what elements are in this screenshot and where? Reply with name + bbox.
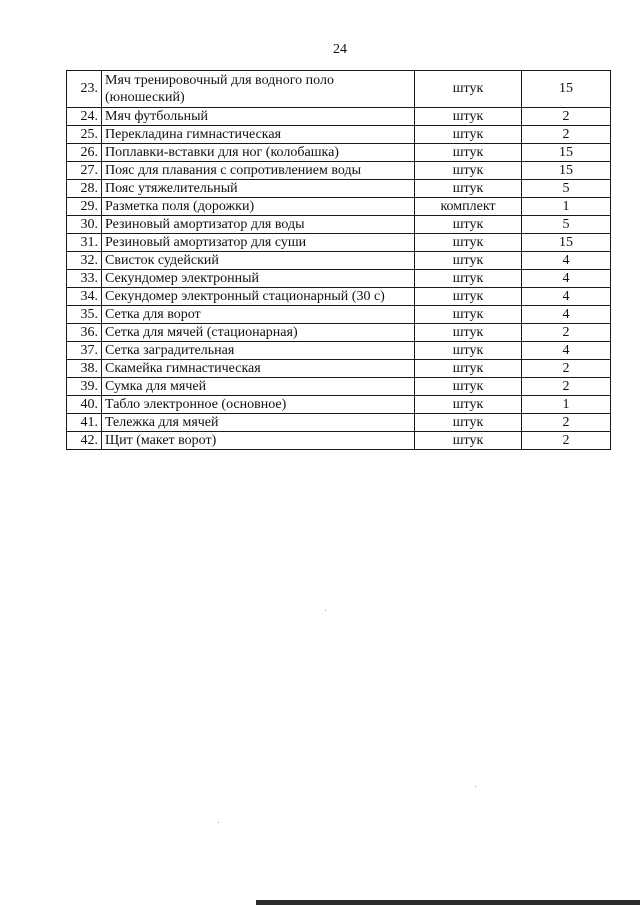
item-quantity: 4: [522, 342, 611, 360]
item-unit: штук: [415, 378, 522, 396]
table-row: [67, 342, 611, 360]
item-quantity: 4: [522, 306, 611, 324]
page-number: 24: [333, 42, 347, 57]
item-unit: штук: [415, 432, 522, 450]
row-number: 40.: [67, 396, 102, 414]
item-quantity: 5: [522, 180, 611, 198]
item-name: Пояс утяжелительный: [102, 180, 415, 198]
item-quantity: 2: [522, 378, 611, 396]
table-row: [67, 414, 611, 432]
equipment-table: [66, 70, 611, 450]
table-row: [67, 144, 611, 162]
row-number: 39.: [67, 378, 102, 396]
item-quantity: 1: [522, 396, 611, 414]
item-quantity: 15: [522, 234, 611, 252]
item-unit: штук: [415, 162, 522, 180]
item-quantity: 15: [522, 71, 611, 108]
item-name: Тележка для мячей: [102, 414, 415, 432]
item-unit: штук: [415, 414, 522, 432]
item-name: Пояс для плавания с сопротивлением воды: [102, 162, 415, 180]
row-number: 36.: [67, 324, 102, 342]
row-number: 42.: [67, 432, 102, 450]
row-number: 23.: [67, 71, 102, 108]
item-quantity: 4: [522, 270, 611, 288]
table-row: [67, 360, 611, 378]
item-name: Щит (макет ворот): [102, 432, 415, 450]
item-unit: штук: [415, 342, 522, 360]
row-number: 37.: [67, 342, 102, 360]
item-quantity: 2: [522, 414, 611, 432]
table-row: [67, 126, 611, 144]
item-quantity: 2: [522, 432, 611, 450]
row-number: 34.: [67, 288, 102, 306]
row-number: 31.: [67, 234, 102, 252]
item-unit: штук: [415, 180, 522, 198]
item-name: Сетка для мячей (стационарная): [102, 324, 415, 342]
item-unit: штук: [415, 270, 522, 288]
item-name: Секундомер электронный стационарный (30 с): [102, 288, 415, 306]
row-number: 25.: [67, 126, 102, 144]
row-number: 29.: [67, 198, 102, 216]
table-row: [67, 288, 611, 306]
item-unit: штук: [415, 71, 522, 108]
row-number: 27.: [67, 162, 102, 180]
item-quantity: 5: [522, 216, 611, 234]
item-quantity: 2: [522, 126, 611, 144]
item-name: Скамейка гимнастическая: [102, 360, 415, 378]
item-unit: штук: [415, 306, 522, 324]
table-row: [67, 234, 611, 252]
table-row: [67, 306, 611, 324]
table-row: [67, 378, 611, 396]
table-row: [67, 252, 611, 270]
table-row: [67, 198, 611, 216]
table-row: [67, 432, 611, 450]
item-quantity: 15: [522, 162, 611, 180]
item-unit: штук: [415, 396, 522, 414]
item-name: Сумка для мячей: [102, 378, 415, 396]
item-quantity: 2: [522, 360, 611, 378]
table-row: [67, 396, 611, 414]
table-row: [67, 180, 611, 198]
item-name: Секундомер электронный: [102, 270, 415, 288]
row-number: 28.: [67, 180, 102, 198]
table-row: [67, 324, 611, 342]
item-name: Резиновый амортизатор для воды: [102, 216, 415, 234]
row-number: 41.: [67, 414, 102, 432]
item-name: Поплавки-вставки для ног (колобашка): [102, 144, 415, 162]
table-row: [67, 71, 611, 108]
item-unit: штук: [415, 360, 522, 378]
scan-edge-shadow: [256, 900, 640, 905]
item-name: Свисток судейский: [102, 252, 415, 270]
row-number: 26.: [67, 144, 102, 162]
item-quantity: 4: [522, 288, 611, 306]
row-number: 32.: [67, 252, 102, 270]
item-quantity: 15: [522, 144, 611, 162]
item-quantity: 1: [522, 198, 611, 216]
item-name: Перекладина гимнастическая: [102, 126, 415, 144]
item-unit: штук: [415, 252, 522, 270]
row-number: 30.: [67, 216, 102, 234]
table-row: [67, 270, 611, 288]
scan-speck: [218, 822, 219, 823]
item-unit: штук: [415, 324, 522, 342]
item-unit: штук: [415, 108, 522, 126]
row-number: 24.: [67, 108, 102, 126]
table-row: [67, 108, 611, 126]
item-name: Резиновый амортизатор для суши: [102, 234, 415, 252]
item-name: Сетка заградительная: [102, 342, 415, 360]
table-row: [67, 216, 611, 234]
row-number: 35.: [67, 306, 102, 324]
row-number: 33.: [67, 270, 102, 288]
scan-speck: [325, 610, 326, 611]
item-quantity: 2: [522, 108, 611, 126]
item-name: Сетка для ворот: [102, 306, 415, 324]
item-unit: комплект: [415, 198, 522, 216]
item-unit: штук: [415, 126, 522, 144]
table-row: [67, 162, 611, 180]
item-name: Табло электронное (основное): [102, 396, 415, 414]
item-name: Мяч футбольный: [102, 108, 415, 126]
scan-speck: [475, 786, 476, 787]
item-unit: штук: [415, 288, 522, 306]
item-unit: штук: [415, 234, 522, 252]
item-unit: штук: [415, 216, 522, 234]
row-number: 38.: [67, 360, 102, 378]
item-name: Мяч тренировочный для водного поло (юношеский): [102, 71, 415, 108]
item-name: Разметка поля (дорожки): [102, 198, 415, 216]
item-unit: штук: [415, 144, 522, 162]
item-quantity: 2: [522, 324, 611, 342]
item-quantity: 4: [522, 252, 611, 270]
